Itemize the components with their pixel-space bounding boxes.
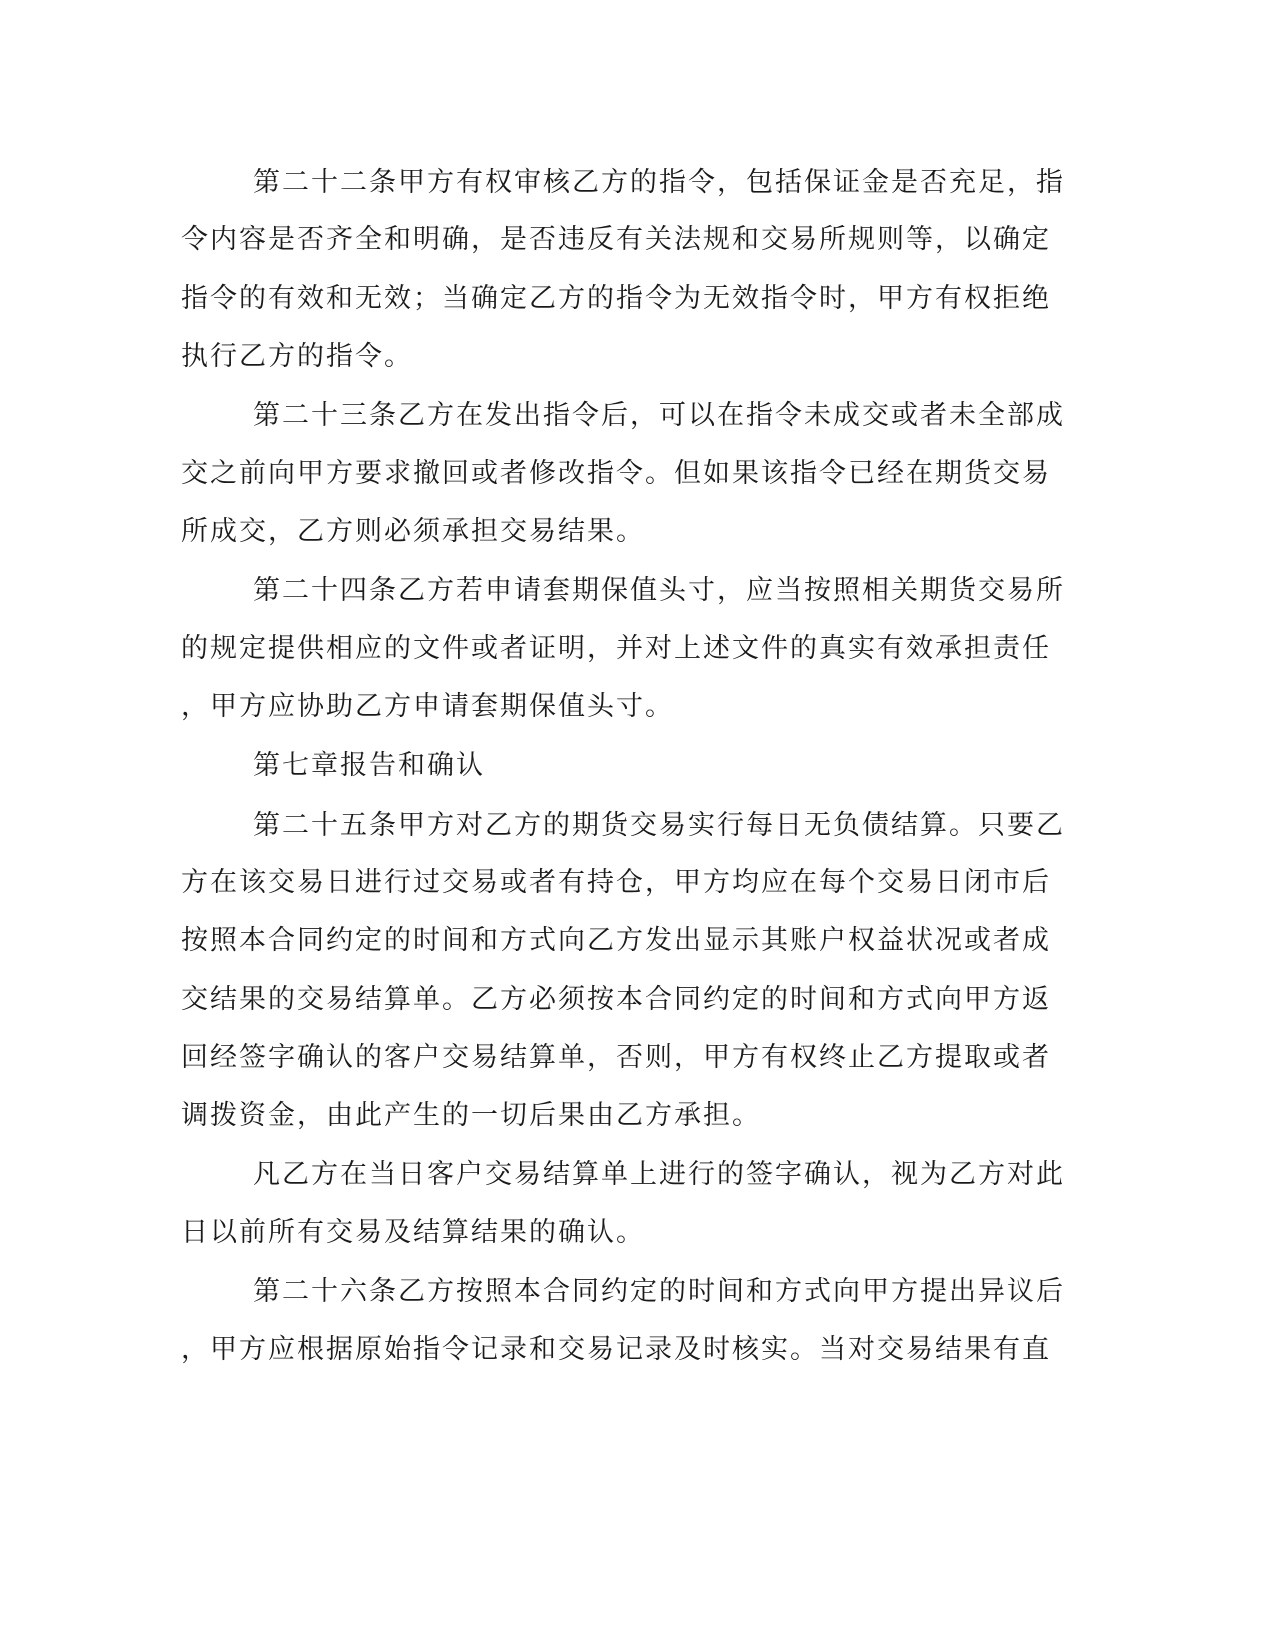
paragraph-line: ，甲方应协助乙方申请套期保值头寸。 <box>181 691 674 722</box>
paragraph-line: 日以前所有交易及结算结果的确认。 <box>181 1217 645 1248</box>
paragraph-line: 第二十三条乙方在发出指令后，可以在指令未成交或者未全部成 <box>253 400 1065 431</box>
paragraph-line: ，甲方应根据原始指令记录和交易记录及时核实。当对交易结果有直 <box>181 1334 1051 1365</box>
paragraph-line: 交结果的交易结算单。乙方必须按本合同约定的时间和方式向甲方返 <box>181 984 1051 1015</box>
paragraph-line: 所成交，乙方则必须承担交易结果。 <box>181 516 645 547</box>
paragraph-line: 第二十二条甲方有权审核乙方的指令，包括保证金是否充足，指 <box>253 167 1065 198</box>
paragraph-line: 的规定提供相应的文件或者证明，并对上述文件的真实有效承担责任 <box>181 633 1051 664</box>
paragraph-line: 调拨资金，由此产生的一切后果由乙方承担。 <box>181 1100 761 1131</box>
paragraph-line: 回经签字确认的客户交易结算单，否则，甲方有权终止乙方提取或者 <box>181 1042 1051 1073</box>
paragraph-line: 凡乙方在当日客户交易结算单上进行的签字确认，视为乙方对此 <box>253 1159 1065 1190</box>
paragraph-line: 执行乙方的指令。 <box>181 341 413 372</box>
paragraph-line: 令内容是否齐全和明确，是否违反有关法规和交易所规则等，以确定 <box>181 224 1051 255</box>
chapter-heading: 第七章报告和确认 <box>253 750 485 781</box>
paragraph-line: 第二十五条甲方对乙方的期货交易实行每日无负债结算。只要乙 <box>253 810 1065 841</box>
paragraph-line: 按照本合同约定的时间和方式向乙方发出显示其账户权益状况或者成 <box>181 925 1051 956</box>
paragraph-line: 第二十四条乙方若申请套期保值头寸，应当按照相关期货交易所 <box>253 575 1065 606</box>
paragraph-line: 方在该交易日进行过交易或者有持仓，甲方均应在每个交易日闭市后 <box>181 867 1051 898</box>
paragraph-line: 交之前向甲方要求撤回或者修改指令。但如果该指令已经在期货交易 <box>181 458 1051 489</box>
paragraph-line: 指令的有效和无效；当确定乙方的指令为无效指令时，甲方有权拒绝 <box>181 283 1051 314</box>
paragraph-line: 第二十六条乙方按照本合同约定的时间和方式向甲方提出异议后 <box>253 1276 1065 1307</box>
